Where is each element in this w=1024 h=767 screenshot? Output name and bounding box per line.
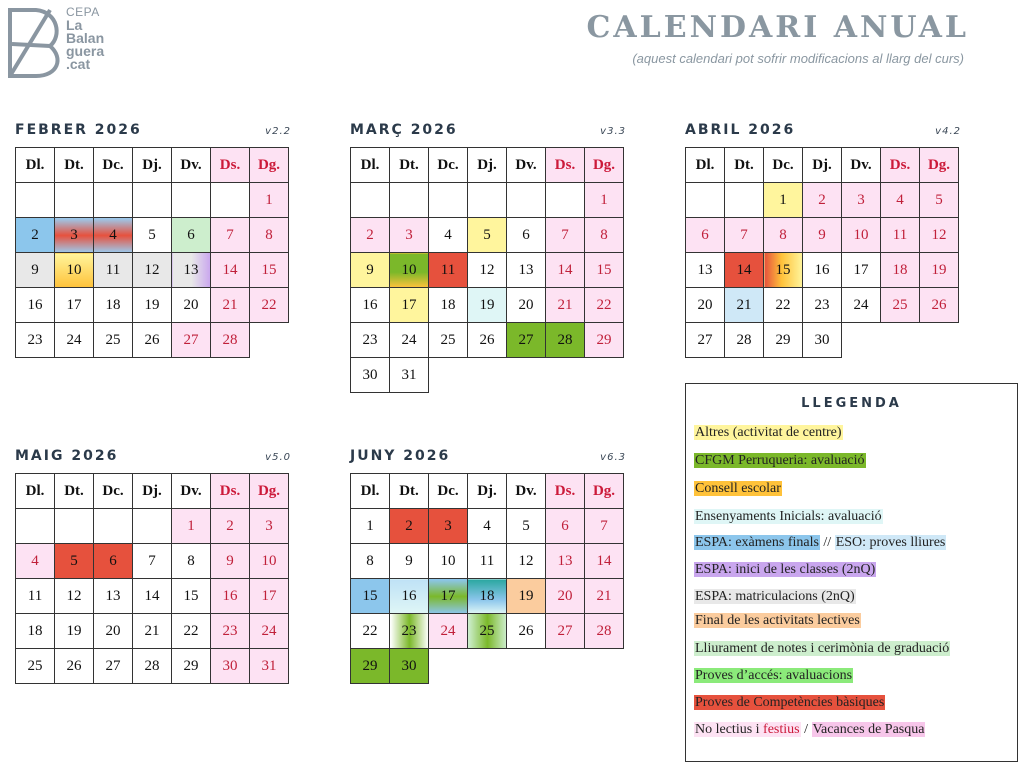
weekday-header: Dj. — [468, 148, 507, 183]
day-cell: 28 — [133, 649, 172, 684]
weekday-header: Ds. — [211, 474, 250, 509]
month-title: JUNY 2026 — [350, 448, 451, 464]
weekday-header: Dc. — [94, 148, 133, 183]
day-cell: 19 — [133, 288, 172, 323]
weekday-header: Dc. — [764, 148, 803, 183]
weekday-header: Dj. — [133, 148, 172, 183]
day-cell: 3 — [429, 509, 468, 544]
day-cell: 15 — [764, 253, 803, 288]
day-cell: 28 — [211, 323, 250, 358]
day-cell: 29 — [764, 323, 803, 358]
weekday-row — [686, 148, 959, 183]
calendar-table — [15, 473, 289, 684]
day-cell: 3 — [842, 183, 881, 218]
day-cell: 10 — [250, 544, 289, 579]
legend-item — [694, 588, 856, 606]
day-cell: 23 — [351, 323, 390, 358]
day-cell: 20 — [546, 579, 585, 614]
day-cell: 25 — [16, 649, 55, 684]
month-juny — [350, 448, 626, 684]
day-cell: 11 — [94, 253, 133, 288]
weekday-header: Dt. — [390, 148, 429, 183]
day-cell: 19 — [507, 579, 546, 614]
legend-label: Proves d’accés: avaluacions — [695, 668, 853, 683]
day-cell: 18 — [468, 579, 507, 614]
page-subtitle: (aquest calendari pot sofrir modificacions al llarg del curs) — [632, 51, 964, 66]
legend-item — [694, 721, 925, 739]
day-cell: 31 — [390, 358, 429, 393]
logo-la: La — [66, 17, 83, 33]
legend-label: Lliurament de notes i cerimònia de graduació — [695, 641, 950, 656]
day-cell: 27 — [94, 649, 133, 684]
month-version: v3.3 — [600, 126, 626, 137]
day-cell: 26 — [920, 288, 959, 323]
weekday-header: Dg. — [250, 474, 289, 509]
day-cell: 2 — [211, 509, 250, 544]
month-title: MARÇ 2026 — [350, 122, 458, 138]
day-cell: 3 — [55, 218, 94, 253]
legend-label: ESPA: matriculacions (2nQ) — [695, 589, 855, 604]
day-cell: 18 — [429, 288, 468, 323]
day-cell: 17 — [429, 579, 468, 614]
weekday-row — [351, 148, 624, 183]
legend-label: Proves de Competències bàsiques — [695, 695, 885, 710]
day-cell: 12 — [507, 544, 546, 579]
month-version: v5.0 — [265, 452, 291, 463]
day-cell: 6 — [94, 544, 133, 579]
day-cell: 2 — [16, 218, 55, 253]
day-cell: 14 — [725, 253, 764, 288]
day-cell: 1 — [585, 183, 624, 218]
day-cell: 14 — [585, 544, 624, 579]
day-cell: 26 — [133, 323, 172, 358]
weekday-header: Dv. — [842, 148, 881, 183]
weekday-header: Dv. — [172, 474, 211, 509]
day-cell: 21 — [133, 614, 172, 649]
weekday-header: Dt. — [725, 148, 764, 183]
day-cell: 11 — [881, 218, 920, 253]
day-cell: 13 — [507, 253, 546, 288]
calendar-table — [350, 473, 624, 684]
legend-label: CFGM Perruqueria: avaluació — [695, 453, 865, 468]
day-cell: 15 — [585, 253, 624, 288]
day-cell: 7 — [546, 218, 585, 253]
day-cell: 1 — [764, 183, 803, 218]
day-cell: 2 — [351, 218, 390, 253]
day-cell: 30 — [803, 323, 842, 358]
day-cell: 4 — [16, 544, 55, 579]
day-cell: 15 — [351, 579, 390, 614]
day-cell: 28 — [585, 614, 624, 649]
day-cell: 4 — [94, 218, 133, 253]
day-cell: 6 — [172, 218, 211, 253]
day-cell: 3 — [250, 509, 289, 544]
day-cell: 30 — [351, 358, 390, 393]
day-cell: 11 — [429, 253, 468, 288]
weekday-row — [16, 474, 289, 509]
day-cell: 29 — [585, 323, 624, 358]
day-cell: 5 — [55, 544, 94, 579]
weekday-header: Dl. — [16, 148, 55, 183]
legend-text-festius: festius — [763, 722, 800, 737]
day-cell: 13 — [686, 253, 725, 288]
day-cell: 21 — [725, 288, 764, 323]
day-cell: 21 — [585, 579, 624, 614]
month-version: v2.2 — [265, 126, 291, 137]
weekday-header: Dc. — [429, 148, 468, 183]
day-cell: 28 — [725, 323, 764, 358]
legend-label: Altres (activitat de centre) — [695, 425, 842, 440]
day-cell: 29 — [172, 649, 211, 684]
day-cell: 18 — [16, 614, 55, 649]
day-cell: 2 — [803, 183, 842, 218]
day-cell: 24 — [55, 323, 94, 358]
weekday-header: Dg. — [585, 474, 624, 509]
day-cell: 15 — [250, 253, 289, 288]
day-cell: 12 — [920, 218, 959, 253]
day-cell: 3 — [390, 218, 429, 253]
month-version: v4.2 — [935, 126, 961, 137]
day-cell: 22 — [351, 614, 390, 649]
day-cell: 16 — [351, 288, 390, 323]
day-cell: 26 — [55, 649, 94, 684]
weekday-row — [16, 148, 289, 183]
weekday-header: Ds. — [881, 148, 920, 183]
day-cell: 17 — [842, 253, 881, 288]
legend-label: ESO: proves lliures — [835, 535, 946, 550]
weekday-header: Dl. — [16, 474, 55, 509]
day-cell: 27 — [546, 614, 585, 649]
day-cell: 7 — [585, 509, 624, 544]
day-cell: 6 — [546, 509, 585, 544]
day-cell: 7 — [725, 218, 764, 253]
month-title: ABRIL 2026 — [685, 122, 796, 138]
day-cell: 2 — [390, 509, 429, 544]
weekday-header: Dt. — [55, 474, 94, 509]
day-cell: 24 — [842, 288, 881, 323]
legend-item — [694, 508, 883, 526]
legend-label: Vacances de Pasqua — [812, 722, 925, 737]
day-cell: 19 — [468, 288, 507, 323]
day-cell: 5 — [920, 183, 959, 218]
weekday-header: Dl. — [351, 148, 390, 183]
day-cell: 13 — [172, 253, 211, 288]
day-cell: 21 — [546, 288, 585, 323]
day-cell: 20 — [686, 288, 725, 323]
month-abril — [685, 122, 961, 358]
day-cell: 27 — [686, 323, 725, 358]
calendar-table — [685, 147, 959, 358]
weekday-header: Dv. — [507, 148, 546, 183]
legend-separator: / — [800, 722, 812, 737]
month-title: MAIG 2026 — [15, 448, 119, 464]
day-cell: 5 — [468, 218, 507, 253]
day-cell: 23 — [390, 614, 429, 649]
weekday-header: Dt. — [55, 148, 94, 183]
legend-separator: // — [819, 535, 835, 550]
day-cell: 19 — [55, 614, 94, 649]
day-cell: 18 — [881, 253, 920, 288]
weekday-row — [351, 474, 624, 509]
day-cell: 8 — [172, 544, 211, 579]
day-cell: 20 — [507, 288, 546, 323]
legend-label: Final de les activitats lectives — [695, 613, 860, 628]
legend-label — [694, 722, 801, 737]
month-febrer — [15, 122, 291, 358]
weekday-header: Dj. — [133, 474, 172, 509]
legend-item — [694, 612, 861, 630]
day-cell: 11 — [16, 579, 55, 614]
day-cell: 10 — [842, 218, 881, 253]
calendar-table — [350, 147, 624, 393]
day-cell: 19 — [920, 253, 959, 288]
day-cell: 14 — [133, 579, 172, 614]
weekday-header: Dl. — [351, 474, 390, 509]
legend-item — [694, 424, 843, 442]
day-cell: 1 — [250, 183, 289, 218]
day-cell: 27 — [172, 323, 211, 358]
day-cell: 1 — [172, 509, 211, 544]
weekday-header: Dl. — [686, 148, 725, 183]
day-cell: 15 — [172, 579, 211, 614]
legend-item — [694, 561, 876, 579]
day-cell: 29 — [351, 649, 390, 684]
page-title: CALENDARI ANUAL — [586, 10, 969, 45]
legend-label: ESPA: exàmens finals — [695, 535, 819, 550]
legend-title: LLEGENDA — [801, 396, 902, 411]
month-title: FEBRER 2026 — [15, 122, 142, 138]
legend-box — [685, 383, 1018, 762]
legend-text: No lectius i — [695, 722, 764, 737]
weekday-header: Dc. — [429, 474, 468, 509]
weekday-header: Ds. — [546, 148, 585, 183]
weekday-header: Dg. — [920, 148, 959, 183]
day-cell: 22 — [585, 288, 624, 323]
day-cell: 24 — [390, 323, 429, 358]
day-cell: 25 — [429, 323, 468, 358]
weekday-header: Ds. — [546, 474, 585, 509]
day-cell: 23 — [803, 288, 842, 323]
day-cell: 23 — [211, 614, 250, 649]
day-cell: 17 — [55, 288, 94, 323]
day-cell: 5 — [507, 509, 546, 544]
logo-cepa: CEPA — [66, 5, 100, 19]
day-cell: 20 — [94, 614, 133, 649]
day-cell: 14 — [211, 253, 250, 288]
day-cell: 10 — [390, 253, 429, 288]
day-cell: 7 — [211, 218, 250, 253]
day-cell: 20 — [172, 288, 211, 323]
day-cell: 24 — [429, 614, 468, 649]
day-cell: 12 — [133, 253, 172, 288]
day-cell: 26 — [507, 614, 546, 649]
day-cell: 4 — [429, 218, 468, 253]
day-cell: 8 — [250, 218, 289, 253]
month-version: v6.3 — [600, 452, 626, 463]
logo-guera: guera — [66, 43, 105, 59]
legend-label: Ensenyaments Inicials: avaluació — [695, 509, 882, 524]
day-cell: 9 — [390, 544, 429, 579]
legend-item — [694, 640, 950, 658]
weekday-header: Dg. — [250, 148, 289, 183]
day-cell: 22 — [172, 614, 211, 649]
day-cell: 13 — [546, 544, 585, 579]
legend-label: ESPA: inici de les classes (2nQ) — [695, 562, 876, 577]
day-cell: 16 — [211, 579, 250, 614]
day-cell: 16 — [803, 253, 842, 288]
weekday-header: Dj. — [803, 148, 842, 183]
day-cell: 8 — [764, 218, 803, 253]
day-cell: 17 — [250, 579, 289, 614]
weekday-header: Dt. — [390, 474, 429, 509]
legend-item — [694, 452, 866, 470]
day-cell: 9 — [211, 544, 250, 579]
legend-item — [694, 534, 946, 552]
day-cell: 11 — [468, 544, 507, 579]
day-cell: 22 — [250, 288, 289, 323]
day-cell: 8 — [351, 544, 390, 579]
day-cell: 4 — [881, 183, 920, 218]
day-cell: 12 — [468, 253, 507, 288]
legend-item — [694, 480, 782, 498]
month-maig — [15, 448, 291, 684]
day-cell: 6 — [686, 218, 725, 253]
day-cell: 30 — [390, 649, 429, 684]
weekday-header: Dj. — [468, 474, 507, 509]
day-cell: 13 — [94, 579, 133, 614]
weekday-header: Dc. — [94, 474, 133, 509]
day-cell: 26 — [468, 323, 507, 358]
legend-item — [694, 694, 885, 712]
day-cell: 9 — [351, 253, 390, 288]
logo-cat: .cat — [66, 56, 91, 72]
month-marc — [350, 122, 626, 393]
day-cell: 10 — [429, 544, 468, 579]
day-cell: 14 — [546, 253, 585, 288]
day-cell: 28 — [546, 323, 585, 358]
day-cell: 17 — [390, 288, 429, 323]
day-cell: 30 — [211, 649, 250, 684]
day-cell: 16 — [390, 579, 429, 614]
day-cell: 18 — [94, 288, 133, 323]
day-cell: 16 — [16, 288, 55, 323]
calendar-table — [15, 147, 289, 358]
weekday-header: Dg. — [585, 148, 624, 183]
day-cell: 22 — [764, 288, 803, 323]
day-cell: 8 — [585, 218, 624, 253]
legend-label: Consell escolar — [695, 481, 781, 496]
day-cell: 5 — [133, 218, 172, 253]
day-cell: 10 — [55, 253, 94, 288]
weekday-header: Dv. — [507, 474, 546, 509]
day-cell: 25 — [881, 288, 920, 323]
day-cell: 4 — [468, 509, 507, 544]
logo-text — [66, 6, 104, 71]
day-cell: 31 — [250, 649, 289, 684]
day-cell: 9 — [16, 253, 55, 288]
day-cell: 24 — [250, 614, 289, 649]
day-cell: 21 — [211, 288, 250, 323]
day-cell: 9 — [803, 218, 842, 253]
day-cell: 25 — [94, 323, 133, 358]
day-cell: 1 — [351, 509, 390, 544]
day-cell: 6 — [507, 218, 546, 253]
logo-balan: Balan — [66, 30, 105, 46]
day-cell: 23 — [16, 323, 55, 358]
weekday-header: Dv. — [172, 148, 211, 183]
day-cell: 7 — [133, 544, 172, 579]
day-cell: 12 — [55, 579, 94, 614]
day-cell: 27 — [507, 323, 546, 358]
day-cell: 25 — [468, 614, 507, 649]
weekday-header: Ds. — [211, 148, 250, 183]
legend-item — [694, 667, 853, 685]
